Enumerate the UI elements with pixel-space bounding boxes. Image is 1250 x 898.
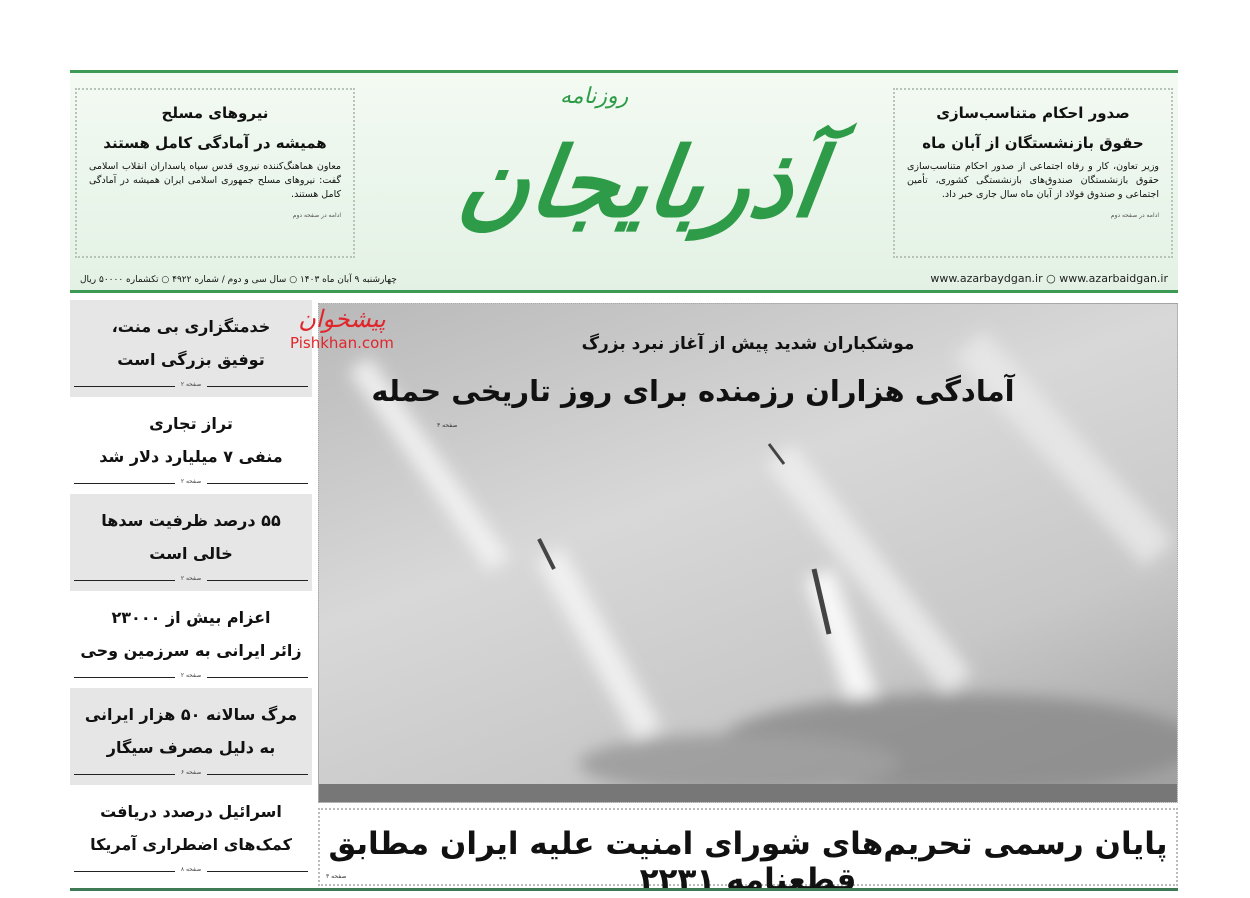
bottom-headline: پایان رسمی تحریم‌های شورای امنیت علیه ایران مطابق قطعنامه ۲۲۳۱ bbox=[328, 826, 1168, 898]
page-ref: صفحه ۶ bbox=[175, 769, 207, 776]
sidebar-item[interactable] bbox=[70, 300, 312, 397]
page-ref: صفحه ۲ bbox=[175, 478, 207, 485]
item-title: خدمتگزاری بی منت، bbox=[111, 317, 271, 336]
teaser-title: همیشه در آمادگی کامل هستند bbox=[103, 134, 327, 152]
teaser-title: نیروهای مسلح bbox=[161, 104, 269, 122]
item-title: به دلیل مصرف سیگار bbox=[106, 738, 276, 757]
website-links[interactable]: www.azarbaydgan.ir ○ www.azarbaidgan.ir bbox=[930, 272, 1168, 285]
page-ref: صفحه ۳ bbox=[437, 422, 458, 429]
page-ref: صفحه ۲ bbox=[175, 575, 207, 582]
bottom-headline-box[interactable] bbox=[318, 808, 1178, 898]
continue-note: ادامه در صفحه دوم bbox=[292, 212, 341, 219]
sidebar-headlines bbox=[70, 300, 312, 882]
continue-note: ادامه در صفحه دوم bbox=[1110, 212, 1159, 219]
page-ref: صفحه ۲ bbox=[175, 672, 207, 679]
teaser-body: وزیر تعاون، کار و رفاه اجتماعی از صدور احکام متناسب‌سازی حقوق بازنشستگان صندوق‌های بازنشستگی کشوری، تأمین اجتماعی و صندوق فولاد از آبان ماه سال جاری خبر داد. bbox=[907, 161, 1159, 200]
left-teaser-box[interactable] bbox=[75, 88, 355, 258]
item-title: منفی ۷ میلیارد دلار شد bbox=[99, 447, 283, 466]
item-title: زائر ایرانی به سرزمین وحی bbox=[80, 641, 302, 660]
teaser-title: صدور احکام متناسب‌سازی bbox=[936, 104, 1130, 122]
sidebar-item[interactable] bbox=[70, 785, 312, 882]
watermark-fa: پیشخوان bbox=[298, 305, 386, 333]
sidebar-item[interactable] bbox=[70, 494, 312, 591]
item-title: اعزام بیش از ۲۳۰۰۰ bbox=[111, 608, 271, 627]
newspaper-logo bbox=[410, 78, 840, 268]
main-headline: آمادگی هزاران رزمنده برای روز تاریخی حمله bbox=[371, 374, 1015, 408]
item-title: توفیق بزرگی است bbox=[117, 350, 265, 369]
sidebar-item[interactable] bbox=[70, 591, 312, 688]
teaser-body: معاون هماهنگ‌کننده نیروی قدس سپاه پاسداران انقلاب اسلامی گفت: نیروهای مسلح جمهوری اسلامی ایران همیشه در آمادگی کامل هستند. bbox=[89, 161, 341, 200]
sidebar-item[interactable] bbox=[70, 688, 312, 785]
teaser-title: حقوق بازنشستگان از آبان ماه bbox=[922, 134, 1144, 152]
item-title: تراز تجاری bbox=[149, 414, 233, 433]
item-title: مرگ سالانه ۵۰ هزار ایرانی bbox=[84, 705, 298, 724]
item-title: اسرائیل درصدد دریافت bbox=[100, 802, 282, 821]
masthead bbox=[70, 70, 1178, 293]
main-photo-missiles[interactable] bbox=[318, 303, 1178, 803]
page-ref: صفحه ۸ bbox=[175, 866, 207, 873]
item-title: خالی است bbox=[149, 544, 233, 563]
logo-prefix: روزنامه bbox=[560, 84, 629, 109]
watermark-en: Pishkhan.com bbox=[290, 334, 394, 352]
page-ref: صفحه ۳ bbox=[326, 873, 347, 880]
sidebar-item[interactable] bbox=[70, 397, 312, 494]
page-ref: صفحه ۲ bbox=[175, 381, 207, 388]
item-title: کمک‌های اضطراری آمریکا bbox=[90, 835, 292, 854]
bottom-rule bbox=[70, 888, 1178, 891]
main-kicker: موشکباران شدید پیش از آغاز نبرد بزرگ bbox=[581, 334, 915, 354]
dateline: چهارشنبه ۹ آبان ماه ۱۴۰۳ ○ سال سی و دوم / شماره ۴۹۲۲ ○ تکشماره ۵۰۰۰۰ ریال bbox=[80, 275, 397, 285]
right-teaser-box[interactable] bbox=[893, 88, 1173, 258]
watermark bbox=[290, 305, 394, 352]
logo-name: آذربایجان bbox=[451, 126, 829, 239]
item-title: ۵۵ درصد ظرفیت سدها bbox=[101, 511, 281, 530]
